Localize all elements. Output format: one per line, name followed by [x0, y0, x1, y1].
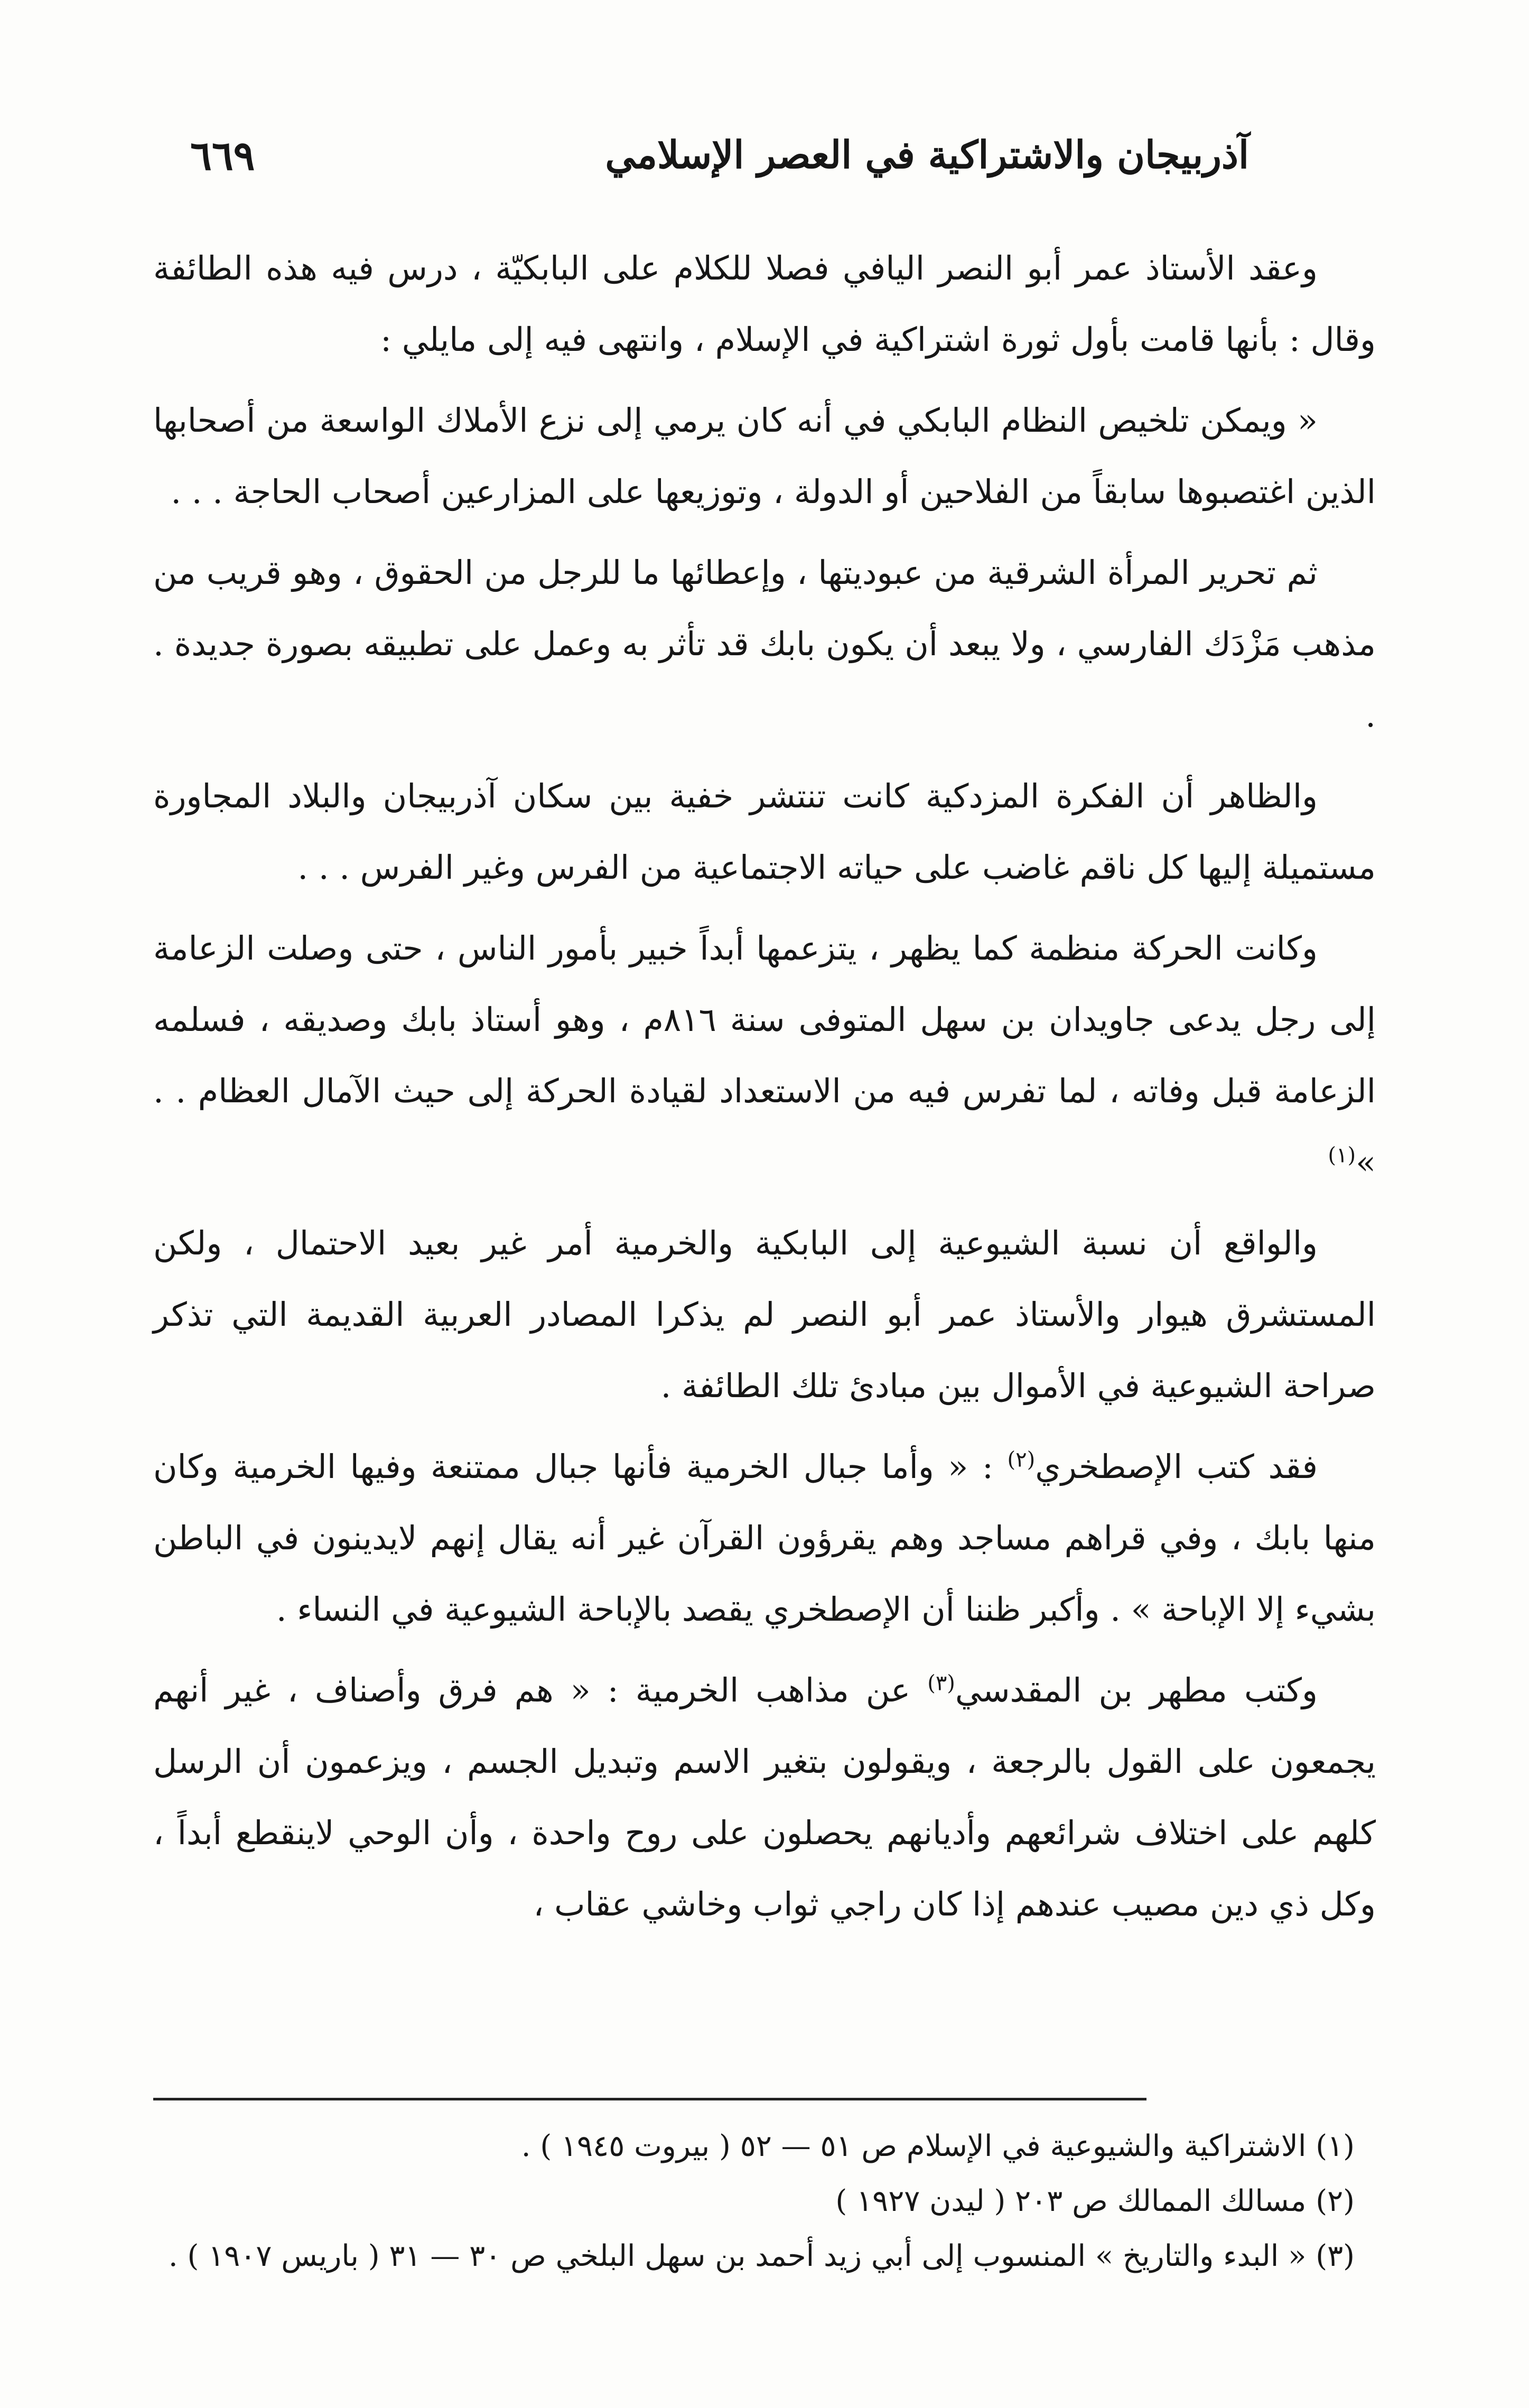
body-text [153, 233, 1376, 1949]
paragraph-5-text: وكانت الحركة منظمة كما يظهر ، يتزعمها أبداً خبير بأمور الناس ، حتى وصلت الزعامة إلى رجل يدعى جاويدان بن سهل المتوفى سنة ٨١٦م ، وهو أستاذ بابك وصديقه ، فسلمه الزعامة قبل وفاته ، لما تفرس فيه من الاستعداد لقيادة الحركة إلى حيث الآمال العظام . . » [153, 929, 1376, 1182]
footnote-1: (١) الاشتراكية والشيوعية في الإسلام ص ٥١ — ٥٢ ( بيروت ١٩٤٥ ) . [521, 2129, 1355, 2163]
footnote-divider [153, 2098, 1146, 2100]
paragraph-8 [153, 1654, 1376, 1940]
running-title: آذربيجان والاشتراكية في العصر الإسلامي [605, 132, 1249, 177]
footnote-ref-3: (٣) [927, 1671, 955, 1696]
footnotes [153, 2119, 1376, 2284]
paragraph-2-quote: « ويمكن تلخيص النظام البابكي في أنه كان يرمي إلى نزع الأملاك الواسعة من أصحابها الذين اغتصبوها سابقاً من الفلاحين أو الدولة ، وتوزيعها على المزارعين أصحاب الحاجة . . . [153, 401, 1376, 511]
paragraph-7 [153, 1431, 1376, 1645]
paragraph-4: والظاهر أن الفكرة المزدكية كانت تنتشر خفية بين سكان آذربيجان والبلاد المجاورة مستميلة إليها كل ناقم غاضب على حياته الاجتماعية من الفرس وغير الفرس . . . [153, 777, 1376, 887]
page-header [159, 132, 1370, 190]
paragraph-6: والواقع أن نسبة الشيوعية إلى البابكية والخرمية أمر غير بعيد الاحتمال ، ولكن المستشرق هيوار والأستاذ عمر أبو النصر لم يذكرا المصادر العربية القديمة التي تذكر صراحة الشيوعية في الأموال بين مبادئ تلك الطائفة . [153, 1224, 1376, 1405]
paragraph-7-lead: فقد كتب الإصطخري [1035, 1447, 1318, 1486]
paragraph-1: وعقد الأستاذ عمر أبو النصر اليافي فصلا للكلام على البابكيّة ، درس فيه هذه الطائفة وقال : بأنها قامت بأول ثورة اشتراكية في الإسلام ، وانتهى فيه إلى مايلي : [153, 249, 1376, 359]
paragraph-7-quote: : « وأما جبال الخرمية فأنها جبال ممتنعة وفيها الخرمية وكان منها بابك ، وفي قراهم مساجد وهم يقرؤون القرآن غير أنه يقال إنهم لايدينون في الباطن بشيء إلا الإباحة » . وأكبر ظننا أن الإصطخري يقصد بالإباحة الشيوعية في النساء . [153, 1447, 1376, 1629]
paragraph-5 [153, 913, 1376, 1198]
paragraph-8-quote: عن مذاهب الخرمية : « هم فرق وأصناف ، غير أنهم يجمعون على القول بالرجعة ، ويقولون بتغير الاسم وتبديل الجسم ، ويزعمون أن الرسل كلهم على اختلاف شرائعهم وأديانهم يحصلون على روح واحدة ، وأن الوحي لاينقطع أبداً ، وكل ذي دين مصيب عندهم إذا كان راجي ثواب وخاشي عقاب ، [153, 1671, 1376, 1923]
footnote-ref-1: (١) [1328, 1143, 1356, 1168]
footnote-3: (٣) « البدء والتاريخ » المنسوب إلى أبي زيد أحمد بن سهل البلخي ص ٣٠ — ٣١ ( باريس ١٩٠٧ ) . [168, 2239, 1355, 2273]
paragraph-3: ثم تحرير المرأة الشرقية من عبوديتها ، وإعطائها ما للرجل من الحقوق ، وهو قريب من مذهب مَزْدَك الفارسي ، ولا يبعد أن يكون بابك قد تأثر به وعمل على تطبيقه بصورة جديدة . . [153, 553, 1376, 735]
paragraph-8-lead: وكتب مطهر بن المقدسي [955, 1671, 1318, 1709]
footnote-2: (٢) مسالك الممالك ص ٢٠٣ ( ليدن ١٩٢٧ ) [835, 2184, 1355, 2218]
footnote-ref-2: (٢) [1007, 1447, 1036, 1472]
page-number: ٦٦٩ [190, 132, 255, 179]
